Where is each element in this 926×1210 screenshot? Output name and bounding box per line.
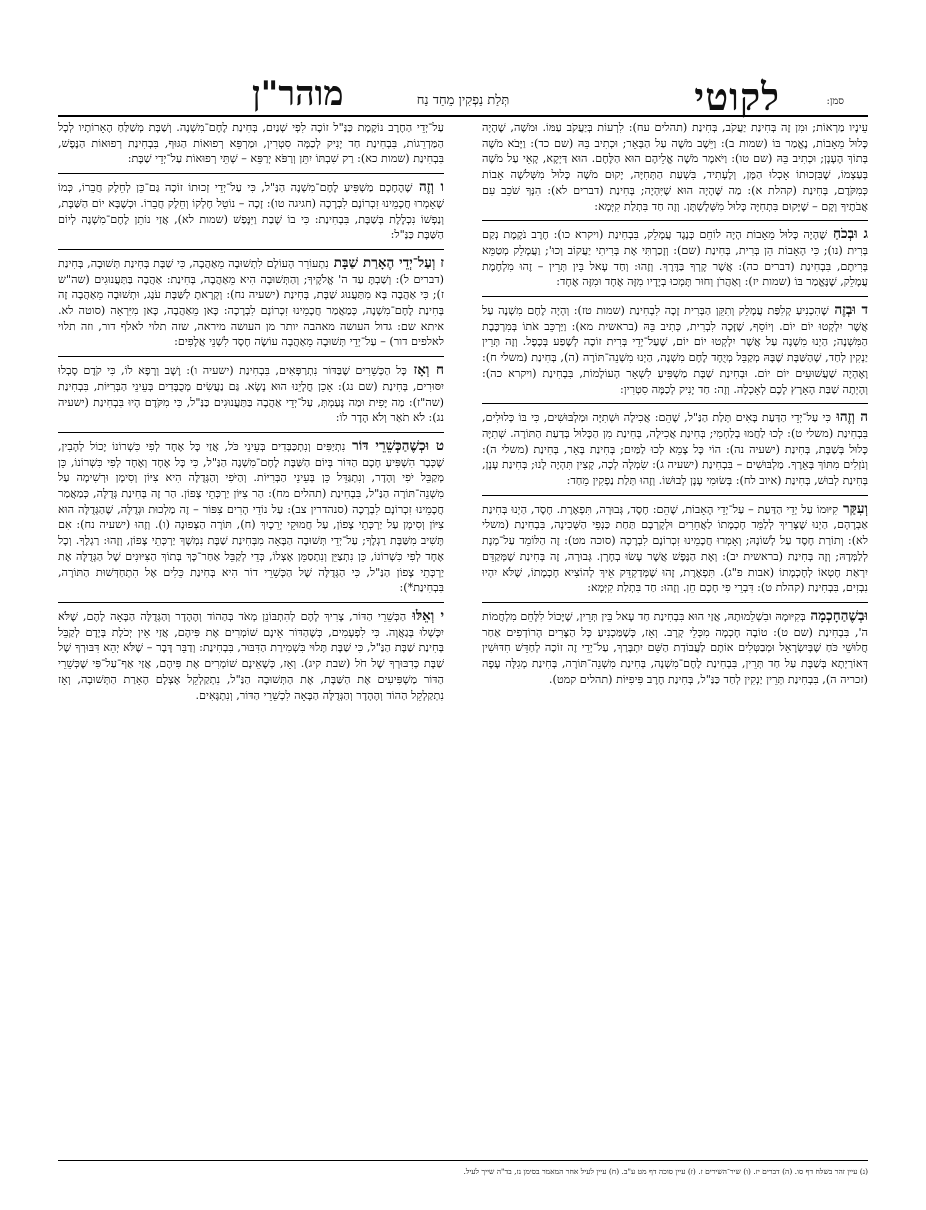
book-title: לקוטי [694,74,780,119]
text-paragraph [482,227,868,290]
text-paragraph [482,502,868,596]
running-title: תְּלַת נַפְקִין מֵחַד נַח [416,93,510,108]
footnotes: (נ) עיין זהר בשלח דף סו. (ה) דברים יז. (ו) שיר־השירים ז. (ז) עיין סוכה דף מט ע"ב. (ח) עיין לעיל אחר המאמר בסימן נז, בד"ה שייך לעיל. [463,1167,868,1176]
paragraph-lead-word: י וְאֵלּוּ [406,607,444,624]
author-title: מוהר"ן [252,74,344,114]
text-paragraph [482,609,868,688]
text-paragraph [58,363,444,426]
page-number-label: סמן: [826,96,844,107]
text-paragraph [58,180,444,243]
paragraph-lead-word: ו וְזֶה [412,179,444,196]
paragraph-separator [482,602,868,603]
paragraph-separator [58,432,444,433]
paragraph-body: עַל־יְדֵי הַחֶרֶב נוֹקֶמֶת כַּנַּ"ל זוֹכֶה לִפְי שְׁנַיִם, בְּחִינַת לֶחֶם־מִשְׁנֶה. וְשַׁבָּת מְשַׁלַּחַ הֶאָרוֹתָיו לְכָל הַמַּדְרֵגוֹת, בִּבְחִינַת חַד יָנִיק לְכַמָּה סִטְרִין, וּמַרְפֵּא רְפוּאוֹת הַגּוּף, בִּבְחִינַת רְפוּאוֹת הַנֶּפֶשׁ, בִּבְחִינַת (שמות כא): רַק שִׁבְתּוֹ יִתֵּן וְרַפֹּא יְרַפֵּא – שְׁתֵּי רְפוּאוֹת עַל־יְדֵי שַׁבָּת: [58,121,444,166]
text-paragraph [58,256,444,350]
text-paragraph [482,303,868,397]
paragraph-body: שֶׁהֶחָכָם מַשְׁפִּיעַ לֶחֶם־מִשְׁנֶה הַנַּ"ל, כִּי עַל־יְדֵי זְכוּתוֹ זוֹכֶה גַּם־כֵּן לְחֵלֶק חֲבֵרוֹ, כְּמוֹ שֶׁאָמְרוּ חֲכָמֵינוּ זִכְרוֹנָם לִבְרָכָה (חגיגה טו): זָכָה – נוֹטֵל חֶלְקוֹ וְחֵלֶק חֲבֵרוֹ. וּכְשֶׁבָּא יוֹם הַשַּׁבָּת, וְנַפְשׁוֹ נִכְלֶלֶת בְּשַׁבָּת, בִּבְחִינַת: כִּי בוֹ שָׁבַת וַיִּנָּפַשׁ (שמות לא), אֲזַי נוֹתֵן לֶחֶם־מִשְׁנֶה לְיוֹם הַשַּׁבָּת כַּנַּ"ל: [58,181,444,242]
paragraph-separator [482,220,868,221]
paragraph-body: כָּל הַכְּשֵׁרִים שֶׁבַּדּוֹר נִתְרַפְּאִים, בִּבְחִינַת (ישעיה ו): וָשָׁב וְרָפָא לוֹ, כִּי קֹדֶם סָבְלוּ יִסּוּרִים, בְּחִינַת (שם נג): אָכֵן חֳלָיֵנוּ הוּא נָשָׂא. גַּם נַעֲשִׂים מְכֻבָּדִים בְּעֵינֵי הַבְּרִיּוֹת, בִּבְחִינַת (שה"ז): מַה יָּפִית וּמַה נָּעַמְתְּ, עַל־יְדֵי אַהֲבָה בַּתַּעֲנוּגִים כַּנַּ"ל, כִּי מִקֹּדֶם הָיוּ בִּבְחִינַת (ישעיה נג): לֹא תֹאַר וְלֹא הָדָר לוֹ: [58,364,444,425]
paragraph-body: נִתְיַפִּים וְנִתְכַּבְּדִים בְּעֵינֵי כֹּל, אֲזַי כָּל אֶחָד לְפִי כִּשְׁרוֹנוֹ יָכוֹל לְהָבִין, שֶׁכְּבָר הִשְׁפִּיעַ חָכָם הַדּוֹר בְּיוֹם הַשַּׁבָּת לֶחֶם־מִשְׁנֶה הַנַּ"ל, כִּי כָּל אֶחָד וְאֶחָד לְפִי כִּשְׁרוֹנוֹ, כֵּן מְקַבֵּל יֹפִי וְהָדָר, וְנִתְגַּדֵּל כֵּן בְּעֵינֵי הַבְּרִיּוֹת. וְהַיֹּפִי וְהַגְּדֻלָּה הִיא צִיּוֹן וְסִימָן וּרְשִׁימָה עַל מִשְׁנֵה־תּוֹרָה הַנַּ"ל, בִּבְחִינַת (תהלים מח): הַר צִיּוֹן יַרְכְּתֵי צָפוֹן. הַר זֶה בְּחִינַת גְּדֻלָּה, כְּמַאֲמַר חֲכָמֵינוּ זִכְרוֹנָם לִבְרָכָה (סנהדרין צב): עַל נוֹדֵי הָרִים צִפּוֹר – זֶה מַלְכוּת וּגְדֻלָּה, שֶׁהַגְּדֻלָּה הוּא צִיּוֹן וְסִימָן עַל יַרְכְּתֵי צָפוֹן, עַל חֲמוּקֵי יְרֵכָיִךְ (ח), תּוֹרָה הַצְּפוּנָה (ו). וְזֶהוּ (ישעיה נח): אִם תָּשִׁיב מִשַּׁבָּת רַגְלֶךָ; עַל־יְדֵי תְּשׁוּבָה הַבָּאָה מִבְּחִינַת שַׁבָּת נִמְשָׁךְ יַרְכְּתֵי צָפוֹן, וְזֶהוּ: רַגְלֶךָ. וְכָל אֶחָד לְפִי כִּשְׁרוֹנוֹ, כֵּן נִתְצַיֵּן וְנִתְסַמֵּן אֶצְלוֹ, כְּדֵי לְקַבֵּל אַחַר־כָּךְ בְּתוֹךְ הַצִּיּוּנִים שֶׁל הַגְּדֻלָּה אֶת יַרְכְּתֵי צָפוֹן הַנַּ"ל, כִּי הַגְּדֻלָּה שֶׁל הַכְּשֵׁרֵי דוֹר הִיא בְּחִינַת כֵּלִים אֶל הִתְחַדְּשׁוּת הַתּוֹרָה, בִּבְחִינַת*): [58,439,444,595]
right-text-column [482,120,868,1150]
paragraph-body: שֶׁהָיָה כָּלוּל מֵאָבוֹת הָיָה לוֹחֵם כְּנֶגֶד עֲמָלֵק, בִּבְחִינַת (ויקרא כו): חֶרֶב נֹקֶמֶת נְקַם בְּרִית (נו); כִּי הָאָבוֹת הֵן בְּרִית, בְּחִינַת (שם): וְזָכַרְתִּי אֶת בְּרִיתִי יַעֲקוֹב וְכוּ'; וַעֲמָלֵק מְטַמֵּא בְּרִיתָם, בִּבְחִינַת (דברים כה): אֲשֶׁר קָרְךָ בַּדֶּרֶךְ. וְזֶהוּ: וְחַד עָאל בֵּין תְּרֵין – זֶהוּ מִלְחֶמֶת עֲמָלֵק, שֶׁנֶּאֱמַר בּוֹ (שמות יז): וְאַהֲרֹן וְחוּר תָּמְכוּ בְיָדָיו מִזֶּה אֶחָד וּמִזֶּה אֶחָד: [482,228,868,289]
paragraph-lead-word: ז וְעַל־יְדֵי הֶאָרַת שַׁבָּת [328,254,444,271]
paragraph-body: הַכְּשֵׁרֵי הַדּוֹר, צָרִיךְ לָהֶם לְהִתְבּוֹנֵן מְאֹד בְּהַהוֹד וְהֶהָדָר וְהַגְּדֻלָּה הַבָּאָה לָהֶם, שֶׁלֹּא יִכָּשְׁלוּ בְּגַאֲוָה. כִּי לִפְעָמִים, כְּשֶׁהַדּוֹר אֵינָם שׁוֹמְרִים אֶת פִּיהֶם, אֲזַי אֵין יְכֹלֶת בְּיָדָם לְקַבֵּל בְּחִינַת שַׁבָּת הַנַּ"ל, כִּי שַׁבָּת תָּלוּי בִּשְׁמִירַת הַדִּבּוּר, בִּבְחִינַת: וְדַבֵּר דָּבָר – שֶׁלֹּא יְהֵא דִּבּוּרְךָ שֶׁל שַׁבָּת כְּדִבּוּרְךָ שֶׁל חֹל (שבת קיג). וְאָז, כְּשֶׁאֵינָם שׁוֹמְרִים אֶת פִּיהֶם, אֲזַי אַף־עַל־פִּי שֶׁכְּשֵׁרֵי הַדּוֹר מַשְׁפִּיעִים אֶת הַשַּׁבָּת, אֶת הַתְּשׁוּבָה הַנַּ"ל, נִתְקַלְקֵל אֶצְלָם הֶאָרַת הַתְּשׁוּבָה, וְאָז נִתְקַלְקֵל הַהוֹד וְהֶהָדָר וְהַגְּדֻלָּה הַבָּאָה לִכְשֵׁרֵי הַדּוֹר, וְנִתְגָּאִים. [58,609,444,702]
paragraph-lead-word: ד וּבְזֶה [828,302,868,319]
paragraph-body: נִתְעוֹרֵר הָעוֹלָם לִתְשׁוּבָה מֵאַהֲבָה, כִּי שַׁבָּת בְּחִינַת תְּשׁוּבָה, בְּחִינַת (דברים ל): וְשַׁבְתָּ עַד ה' אֱלֹקֶיךָ; וְהַתְּשׁוּבָה הִיא מֵאַהֲבָה, בְּחִינַת: אַהֲבָה בַּתַּעֲנוּגִים (שה"ש ז); כִּי אַהֲבָה בָּא מִתַּעֲנוּג שַׁבָּת, בְּחִינַת (ישעיה נח): וְקָרָאתָ לַשַּׁבָּת עֹנֶג, וּתְשׁוּבָה מֵאַהֲבָה זֶה בְּחִינַת לֶחֶם־מִשְׁנֶה, כְּמַאֲמַר חֲכָמֵינוּ זִכְרוֹנָם לִבְרָכָה: כָּאן מֵאַהֲבָה, כָּאן מִיִּרְאָה (סוטה לא. איתא שם: גדול העושה מאהבה יותר מן העושה מיראה, שזה תלוי לאלף דור, וזה תלוי לאלפים דור) – עַל־יְדֵי תְּשׁוּבָה מֵאַהֲבָה עוֹשֶׂה חֶסֶד לִשְׁנֵי אֲלָפִים: [58,256,444,349]
paragraph-separator [482,495,868,496]
text-paragraph [58,120,444,167]
paragraph-lead-word: וְעִקַּר [838,500,868,517]
paragraph-body: עֵינָיו מַרְאוֹת; וּמִן זֶה בְּחִינַת יַעֲקֹב, בְּחִינַת (תהלים עח): לִרְעוֹת בְּיַעֲקֹב עַמּוֹ. וּמֹשֶׁה, שֶׁהָיָה כָּלוּל מֵאָבוֹת, נֶאֱמַר בּוֹ (שמות ב): וַיֵּשֶׁב מֹשֶׁה עַל הַבְּאֵר; וּכְתִיב בֵּהּ (שם כד): וַיָּבֹא מֹשֶׁה בְּתוֹךְ הֶעָנָן; וּכְתִיב בֵּהּ (שם טו): וַיֹּאמֶר מֹשֶׁה אֱלֵיהֶם הוּא הַלֶּחֶם. הוּא דַּיְקָא, קָאֵי עַל מֹשֶׁה בְּעַצְמוֹ, שֶׁבִּזְכוּתוֹ אָכְלוּ הַמָּן, וְלֶעָתִיד, בִּשְׁעַת הַתְּחִיָּה, יָקוּם מֹשֶׁה כָּלוּל מִשְּׁלשָׁה אָבוֹת כְּמִקֹּדֶם, בְּחִינַת (קהלת א): מַה שֶּׁהָיָה הוּא שֶׁיִּהְיֶה; בְּחִינַת (דברים לא): הִנְּךָ שֹׁכֵב עִם אֲבֹתֶיךָ וְקָם – שֶׁיָּקוּם בִּתְחִיָּה כָּלוּל מִשְּׁלָשְׁתָּן. וְזֶה חַד בִּתְלַת קִיְּמָא: [482,121,868,213]
left-text-column [58,120,444,1150]
paragraph-separator [482,296,868,297]
paragraph-separator [482,403,868,404]
paragraph-separator [58,249,444,250]
paragraph-body: כִּי עַל־יְדֵי הַדַּעַת בָּאִים תְּלַת הַנַּ"ל, שֶׁהֵם: אֲכִילָה וּשְׁתִיָּה וּמַלְבּוּשִׁים, כִּי בּוֹ כְּלוּלִים, בִּבְחִינַת (משלי ט): לְכוּ לַחֲמוּ בְלַחְמִי; בְּחִינַת אֲכִילָה, בְּחִינַת מִן הַכָּלוּל בְּדַעַת הַתּוֹרָה. שְׁתִיָּה כָּלוּל בְּשַׁבָּת, בְּחִינַת (ישעיה נה): הוֹי כָּל צָמֵא לְכוּ לַמַּיִם; בְּחִינַת בְּאֵר, בְּחִינַת (משלי ה): וְנֹזְלִים מִתּוֹךְ בְּאֵרֶךָ. מַלְבּוּשִׁים – בִּבְחִינַת (ישעיה ג): שִׂמְלָה לְכָה, קָצִין תִּהְיֶה לָנוּ; בְּחִינַת עָנָן, בְּחִינַת לְבוּשׁ, בְּחִינַת (איוב לח): בְּשׂוּמִי עָנָן לְבוּשׁוֹ. וְזֶהוּ תְּלַת נַפְקִין מֵחַד: [482,411,868,488]
text-paragraph [482,120,868,214]
text-paragraph [482,410,868,489]
paragraph-lead-word: ה וְזֶהוּ [830,409,868,426]
text-paragraph [58,439,444,596]
footer-rule [58,1160,868,1161]
paragraph-body: שֶׁהִכְנִיעַ קְלִפַּת עֲמָלֵק וְתִקֵּן הַבְּרִית זָכָה לִבְחִינַת (שמות טז): וְהָיָה לֶחֶם מִשְׁנֶה עַל אֲשֶׁר יִלְקְטוּ יוֹם יוֹם. וְיוֹסֵף, שֶׁזָּכָה לִבְרִית, כְּתִיב בֵּהּ (בראשית מא): וַיַּרְכֵּב אֹתוֹ בְּמִרְכֶּבֶת הַמִּשְׁנֶה; הַיְנוּ מִשְׁנֶה עַל אֲשֶׁר יִלְקְטוּ יוֹם יוֹם, שֶׁעַל־יְדֵי בְּרִית זוֹכֶה לְשֶׁפַע בְּכֶפֶל. וְזֶה תְּרֵין יַנְקִין לְחַד, שֶׁהַשַּׁבָּת שֶׁבָּהּ מְקַבֵּל מְיֻחָד לֶחֶם מִשְׁנֶה, הַיְנוּ מִשְׁנֵה־תּוֹרָה (ה), בְּחִינַת (משלי ח): וָאֶהְיֶה שַׁעֲשׁוּעִים יוֹם יוֹם. וּבְחִינַת שַׁבָּת מַשְׁפִּיעַ לִשְׁאָר הָעוֹלָמוֹת, בִּבְחִינַת (ויקרא כה): וְהָיְתָה שַׁבַּת הָאָרֶץ לָכֶם לְאָכְלָה. וְזֶה: חַד יָנִיק לְכַמָּה סִטְרִין: [482,304,868,396]
paragraph-separator [58,173,444,174]
header-rule [58,115,868,117]
paragraph-separator [58,602,444,603]
text-paragraph [58,609,444,703]
paragraph-lead-word: וּבְשֶׁהַחָכְמָה [805,607,868,624]
paragraph-separator [58,356,444,357]
paragraph-lead-word: ט וּכְשֶׁהַכְּשֵׁרֵי דּוֹר [345,437,444,454]
paragraph-body: קִיּוּמוֹ עַל יְדֵי הַדַּעַת – עַל־יְדֵי הָאָבוֹת, שֶׁהֵם: חֶסֶד, גְּבוּרָה, תִּפְאֶרֶת. חֶסֶד, הַיְנוּ בְּחִינַת אַבְרָהָם, הַיְנוּ שֶׁצָּרִיךְ לְלַמֵּד חָכְמָתוֹ לַאֲחֵרִים וּלְקָרְבָם תַּחַת כַּנְפֵי הַשְּׁכִינָה, בִּבְחִינַת (משלי לא): וְתוֹרַת חֶסֶד עַל לְשׁוֹנָהּ; וְאָמְרוּ חֲכָמֵינוּ זִכְרוֹנָם לִבְרָכָה (סוכה מט): זֶה הַלּוֹמֵד עַל־מְנָת לְלַמְּדָהּ; וְזֶה בְּחִינַת (בראשית יב): וְאֶת הַנֶּפֶשׁ אֲשֶׁר עָשׂוּ בְחָרָן. גְּבוּרָה, זֶה בְּחִינַת שֶׁמְּקַדֵּם יִרְאַת חֶטְאוֹ לְחָכְמָתוֹ (אבות פ"ג). תִּפְאֶרֶת, זֶהוּ שֶׁמְּדַקְדֵּק אֵיךְ לְהוֹצִיא חָכְמָתוֹ, שֶׁלֹּא יִהְיוּ נִבְזִים, בִּבְחִינַת (קהלת ט): דִּבְרֵי פִי חָכָם חֵן. וְזֶהוּ: חַד בִּתְלַת קִיְּמָא: [482,502,868,595]
paragraph-lead-word: ג וּבְכֹחַ [827,226,868,243]
paragraph-lead-word: ח וְאָז [406,362,444,379]
paragraph-body: בְּקִיּוּמָהּ וּבִשְׁלֵמוּתָהּ, אֲזַי הוּא בִּבְחִינַת חַד עָאל בֵּין תְּרֵין, שֶׁיָּכוֹל לִלָּחֵם מִלְחֲמוֹת ה', בִּבְחִינַת (שם ט): טוֹבָה חָכְמָה מִכְּלֵי קְרָב. וְאָז, כְּשֶׁמַּכְנִיעַ כָּל הַצָּרִים הָרוֹדְפִים אַחַר חֲלוּשֵׁי כֹּחַ שֶׁבְּיִשְׂרָאֵל וּמְבַטְּלִים אוֹתָם לַעֲבוֹדַת הַשֵּׁם יִתְבָּרַךְ, עַל־יְדֵי זֶה זוֹכֶה לְחַדֵּשׁ חִדּוּשִׁין דְּאוֹרַיְתָא בְּשַׁבָּת עַל חַד תְּרֵין, בִּבְחִינַת לֶחֶם־מִשְׁנֶה, בְּחִינַת מִשְׁנֵה־תּוֹרָה, בְּחִינַת מְגִלָּה עָפָה (זכריה ה), בִּבְחִינַת תְּרֵין יַנְקִין לְחַד כַּנַּ"ל, בְּחִינַת חֶרֶב פִּיפִיּוֹת (תהלים קמט). [482,609,868,686]
